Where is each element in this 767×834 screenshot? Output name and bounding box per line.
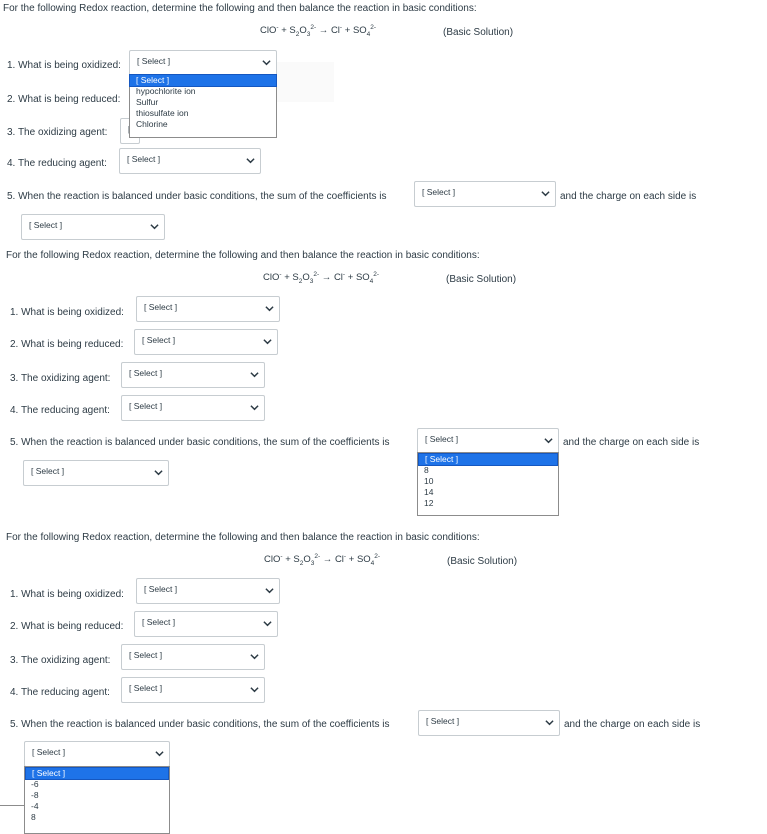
basic-solution-label: (Basic Solution): [447, 556, 518, 567]
coefficients-select[interactable]: [ Select ]: [418, 710, 560, 736]
dropdown-option[interactable]: Chlorine: [136, 119, 168, 129]
dropdown-option[interactable]: 8: [31, 812, 36, 822]
coefficients-select[interactable]: [ Select ]: [417, 428, 559, 454]
oxidized-select[interactable]: [ Select ]: [136, 578, 280, 604]
charge-select[interactable]: [ Select ]: [24, 741, 170, 767]
question-intro: For the following Redox reaction, determine the following and then balance the reaction in basic conditions:: [6, 532, 480, 543]
chevron-down-icon: [544, 436, 553, 445]
question-oxidizing-agent: 3. The oxidizing agent:: [10, 373, 111, 384]
question-coefficients: 5. When the reaction is balanced under basic conditions, the sum of the coefficients is: [10, 437, 390, 448]
chevron-down-icon: [250, 403, 259, 412]
oxidized-select[interactable]: [ Select ]: [136, 296, 280, 322]
question-oxidized: 1. What is being oxidized:: [7, 60, 121, 71]
basic-solution-label: (Basic Solution): [443, 27, 514, 38]
dropdown-option[interactable]: -8: [31, 790, 39, 800]
dropdown-option[interactable]: -4: [31, 801, 39, 811]
chevron-down-icon: [250, 685, 259, 694]
reaction-equation: $ClO^- + S_2O_3^{2-} \to Cl^- + SO_4^{2-}$: [263, 271, 380, 286]
reaction-equation: $ClO^- + S_2O_3^{2-} \to Cl^- + SO_4^{2-}$: [264, 553, 381, 568]
open-dropdown-list[interactable]: [24, 766, 170, 834]
chevron-down-icon: [541, 189, 550, 198]
chevron-down-icon: [545, 718, 554, 727]
reduced-select[interactable]: [ Select ]: [134, 329, 278, 355]
coefficients-select[interactable]: [ Select ]: [414, 181, 556, 207]
question-reduced: 2. What is being reduced:: [10, 339, 124, 350]
dropdown-option[interactable]: 10: [424, 476, 434, 486]
chevron-down-icon: [246, 156, 255, 165]
dropdown-option[interactable]: 12: [424, 498, 434, 508]
oxidizing-agent-select[interactable]: [ Select ]: [121, 362, 265, 388]
question-reduced: 2. What is being reduced:: [10, 621, 124, 632]
question-intro: For the following Redox reaction, determine the following and then balance the reaction in basic conditions:: [3, 3, 477, 14]
dropdown-option[interactable]: [ Select ]: [130, 75, 276, 86]
chevron-down-icon: [265, 304, 274, 313]
dropdown-option[interactable]: 8: [424, 465, 429, 475]
dropdown-option[interactable]: thiosulfate ion: [136, 108, 189, 118]
reaction-equation: $ClO^- + S_2O_3^{2-} \to Cl^- + SO_4^{2-}$: [260, 24, 377, 39]
dropdown-option[interactable]: hypochlorite ion: [136, 86, 196, 96]
chevron-down-icon: [263, 337, 272, 346]
charge-select[interactable]: [ Select ]: [23, 460, 169, 486]
question-reduced: 2. What is being reduced:: [7, 94, 121, 105]
chevron-down-icon: [150, 222, 159, 231]
reduced-select[interactable]: [ Select ]: [134, 611, 278, 637]
oxidizing-agent-select[interactable]: [ Select ]: [121, 644, 265, 670]
open-dropdown-list[interactable]: [417, 452, 559, 516]
dropdown-option[interactable]: -6: [31, 779, 39, 789]
divider: [0, 805, 25, 806]
chevron-down-icon: [250, 370, 259, 379]
dropdown-shadow: [277, 62, 334, 102]
dropdown-option[interactable]: [ Select ]: [419, 454, 557, 465]
dropdown-option[interactable]: [ Select ]: [26, 768, 168, 779]
chevron-down-icon: [265, 586, 274, 595]
question-oxidized: 1. What is being oxidized:: [10, 589, 124, 600]
chevron-down-icon: [263, 619, 272, 628]
chevron-down-icon: [155, 749, 164, 758]
question-coefficients: 5. When the reaction is balanced under basic conditions, the sum of the coefficients is: [7, 191, 387, 202]
question-coefficients: 5. When the reaction is balanced under basic conditions, the sum of the coefficients is: [10, 719, 390, 730]
basic-solution-label: (Basic Solution): [446, 274, 517, 285]
question-oxidized: 1. What is being oxidized:: [10, 307, 124, 318]
open-dropdown-list[interactable]: [129, 74, 277, 138]
dropdown-option[interactable]: 14: [424, 487, 434, 497]
question-reducing-agent: 4. The reducing agent:: [10, 405, 110, 416]
chevron-down-icon: [250, 652, 259, 661]
reducing-agent-select[interactable]: [ Select ]: [121, 677, 265, 703]
charge-label: and the charge on each side is: [563, 437, 700, 448]
question-oxidizing-agent: 3. The oxidizing agent:: [7, 127, 108, 138]
charge-label: and the charge on each side is: [560, 191, 697, 202]
reducing-agent-select[interactable]: [ Select ]: [121, 395, 265, 421]
reducing-agent-select[interactable]: [ Select ]: [119, 148, 261, 174]
oxidized-select[interactable]: [ Select ]: [129, 50, 277, 76]
question-oxidizing-agent: 3. The oxidizing agent:: [10, 655, 111, 666]
question-intro: For the following Redox reaction, determine the following and then balance the reaction in basic conditions:: [6, 250, 480, 261]
charge-label: and the charge on each side is: [564, 719, 701, 730]
chevron-down-icon: [154, 468, 163, 477]
charge-select[interactable]: [ Select ]: [21, 214, 165, 240]
dropdown-option[interactable]: Sulfur: [136, 97, 159, 107]
chevron-down-icon: [262, 58, 271, 67]
question-reducing-agent: 4. The reducing agent:: [7, 158, 107, 169]
question-reducing-agent: 4. The reducing agent:: [10, 687, 110, 698]
